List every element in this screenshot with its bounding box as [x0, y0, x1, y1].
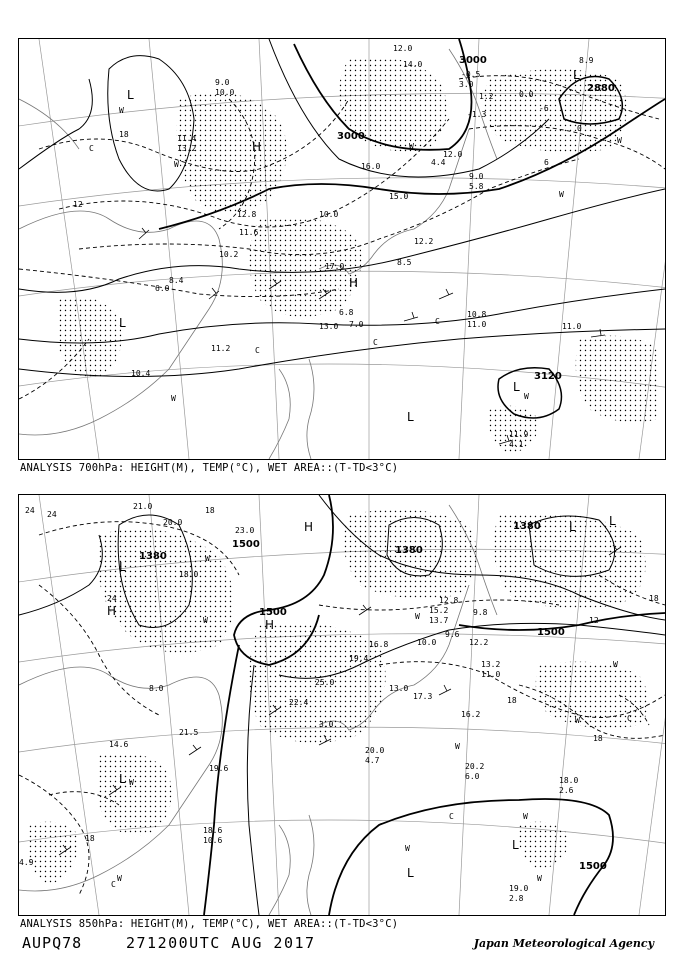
- station-value: -1.3: [467, 110, 487, 119]
- station-value: 8.9: [579, 56, 594, 65]
- station-value: 11.0: [562, 322, 582, 331]
- isotherm-label: 24: [107, 594, 117, 603]
- temp-symbol: W: [129, 778, 134, 787]
- station-value: 4.4: [431, 158, 446, 167]
- isotherm-label: -6: [539, 104, 549, 113]
- wind-barbs: [139, 228, 605, 444]
- pressure-center: H: [304, 520, 314, 534]
- station-value: 20.0: [163, 518, 183, 527]
- station-value: 20.2: [465, 762, 485, 771]
- contour-label: 1380: [513, 521, 541, 532]
- station-value: 19.6: [209, 764, 229, 773]
- station-value: 17.0: [325, 262, 345, 271]
- wet-areas: [59, 57, 659, 455]
- temp-symbol: W: [613, 660, 618, 669]
- pressure-center: L: [127, 88, 134, 102]
- isotherm-label: 12: [589, 616, 599, 625]
- station-value: 22.4: [289, 698, 309, 707]
- station-value: 8.4: [169, 276, 184, 285]
- pressure-center: H: [252, 140, 262, 154]
- temp-symbol: W: [524, 392, 529, 401]
- contour-label: 1500: [232, 539, 260, 550]
- station-value: 10.2: [219, 250, 239, 259]
- station-value: 11.6: [239, 228, 259, 237]
- station-value: 8.5: [397, 258, 412, 267]
- isotherm-label: 18: [593, 734, 603, 743]
- station-value: 12.0: [393, 44, 413, 53]
- station-value: 11.2: [211, 344, 231, 353]
- temp-symbol: C: [373, 338, 378, 347]
- station-value: 16.2: [461, 710, 481, 719]
- contour-label: 1500: [579, 861, 607, 872]
- station-value: 4.9: [19, 858, 34, 867]
- map-700hpa: [19, 39, 665, 459]
- caption-850hpa: ANALYSIS 850hPa: HEIGHT(M), TEMP(°C), WET AREA::(T-TD<3°C): [20, 918, 399, 930]
- station-value: 1.2: [479, 92, 494, 101]
- station-value: 11.0: [467, 320, 487, 329]
- station-value: 8.0: [149, 684, 164, 693]
- station-value: 20.0: [365, 746, 385, 755]
- station-value: 19.0: [509, 884, 529, 893]
- station-value: 12.2: [414, 237, 434, 246]
- pressure-center: L: [119, 316, 126, 330]
- isotherm-label: 18: [119, 130, 129, 139]
- temp-symbol: W: [559, 190, 564, 199]
- pressure-center: H: [107, 604, 117, 618]
- pressure-center: H: [349, 276, 359, 290]
- station-value: 9.0: [469, 172, 484, 181]
- station-value: 21.5: [179, 728, 199, 737]
- pressure-center: H: [265, 618, 275, 632]
- station-value: 23.0: [235, 526, 255, 535]
- isotherm-label: 18: [649, 594, 659, 603]
- pressure-center: L: [609, 514, 616, 528]
- station-value: 4.7: [365, 756, 380, 765]
- temp-symbol: W: [205, 554, 210, 563]
- station-value: 11.0: [481, 670, 501, 679]
- temp-symbol: C: [449, 812, 454, 821]
- pressure-center: L: [407, 410, 414, 424]
- station-value: 7.0: [349, 320, 364, 329]
- station-value: 12.2: [469, 638, 489, 647]
- temp-symbol: W: [415, 612, 420, 621]
- station-value: 13.0: [319, 322, 339, 331]
- station-value: 18.0: [179, 570, 199, 579]
- station-value: 14.6: [109, 740, 129, 749]
- station-value: 3.0: [459, 80, 474, 89]
- temp-symbol: W: [537, 874, 542, 883]
- station-value: 13.7: [429, 616, 449, 625]
- isotherm-label: 18: [507, 696, 517, 705]
- temp-symbol: W: [174, 160, 179, 169]
- station-value: 4.1: [509, 440, 524, 449]
- station-value: 18.0: [559, 776, 579, 785]
- temp-symbol: W: [575, 716, 580, 725]
- temp-symbol: C: [435, 317, 440, 326]
- temp-symbol: C: [111, 880, 116, 889]
- station-value: 10.8: [467, 310, 487, 319]
- station-value: 16.8: [369, 640, 389, 649]
- contour-label: 3120: [534, 371, 562, 382]
- station-value: 12.8: [237, 210, 257, 219]
- isotherm-label: 0: [577, 124, 582, 133]
- product-code: AUPQ78: [22, 934, 83, 952]
- contour-label: 1500: [259, 607, 287, 618]
- station-value: 9.0: [215, 78, 230, 87]
- temp-symbol: W: [117, 874, 122, 883]
- station-value: 11.9: [509, 430, 529, 439]
- isotherm-label: 24: [25, 506, 35, 515]
- pressure-center: L: [119, 560, 126, 574]
- station-value: 15.0: [389, 192, 409, 201]
- temp-symbol: C: [89, 144, 94, 153]
- station-value: 6.8: [339, 308, 354, 317]
- station-value: 2.6: [559, 786, 574, 795]
- isotherm-label: 24: [47, 510, 57, 519]
- agency-name: Japan Meteorological Agency: [473, 937, 654, 950]
- temp-symbol: W: [617, 136, 622, 145]
- isotherm-label: 6: [544, 158, 549, 167]
- temp-symbol: W: [523, 812, 528, 821]
- contour-label: 1380: [395, 545, 423, 556]
- station-value: 10.0: [417, 638, 437, 647]
- temp-symbol: W: [203, 616, 208, 625]
- pressure-center: L: [512, 838, 519, 852]
- station-value: 13.0: [389, 684, 409, 693]
- temp-symbol: W: [455, 742, 460, 751]
- station-value: 3.0: [319, 720, 334, 729]
- station-value: 10.6: [203, 836, 223, 845]
- chart-850hpa: [18, 494, 666, 916]
- pressure-center: L: [407, 866, 414, 880]
- pressure-center: L: [119, 772, 126, 786]
- station-value: 5.8: [469, 182, 484, 191]
- station-value: 16.0: [361, 162, 381, 171]
- chart-700hpa: [18, 38, 666, 460]
- isotherm-label: 12: [73, 200, 83, 209]
- station-value: 13.2: [481, 660, 501, 669]
- station-value: -0.5: [461, 70, 481, 79]
- temp-symbol: W: [405, 844, 410, 853]
- station-value: 10.0: [319, 210, 339, 219]
- station-value: 14.0: [403, 60, 423, 69]
- pressure-center: L: [513, 380, 520, 394]
- station-value: 11.4: [177, 134, 197, 143]
- isotherm-label: 18: [85, 834, 95, 843]
- map-850hpa: [19, 495, 665, 915]
- contour-label: 3000: [337, 131, 365, 142]
- station-value: 9.8: [473, 608, 488, 617]
- temp-symbol: C: [627, 714, 632, 723]
- pressure-center: L: [573, 68, 580, 82]
- station-value: 9.6: [445, 630, 460, 639]
- station-value: 12.0: [443, 150, 463, 159]
- temp-symbol: W: [171, 394, 176, 403]
- station-value: 25.0: [315, 678, 335, 687]
- temp-symbol: W: [409, 142, 414, 151]
- contour-label: 1380: [139, 551, 167, 562]
- station-value: 6.0: [465, 772, 480, 781]
- station-value: 19.4: [349, 654, 369, 663]
- station-value: 10.0: [215, 88, 235, 97]
- station-value: 13.2: [177, 144, 197, 153]
- temp-symbol: W: [119, 106, 124, 115]
- station-value: 0.0: [519, 90, 534, 99]
- caption-700hpa: ANALYSIS 700hPa: HEIGHT(M), TEMP(°C), WET AREA::(T-TD<3°C): [20, 462, 399, 474]
- station-value: 17.3: [413, 692, 433, 701]
- station-value: 2.8: [509, 894, 524, 903]
- contour-label: 2880: [587, 83, 615, 94]
- station-value: 10.4: [131, 369, 151, 378]
- temp-symbol: C: [255, 346, 260, 355]
- contour-label: 1500: [537, 627, 565, 638]
- pressure-center: L: [569, 520, 576, 534]
- station-value: 15.2: [429, 606, 449, 615]
- isotherm-label: 18: [205, 506, 215, 515]
- station-value: 6.0: [155, 284, 170, 293]
- station-value: 12.8: [439, 596, 459, 605]
- contour-label: 3000: [459, 55, 487, 66]
- station-value: 21.0: [133, 502, 153, 511]
- station-value: 18.6: [203, 826, 223, 835]
- valid-time: 271200UTC AUG 2017: [126, 934, 316, 952]
